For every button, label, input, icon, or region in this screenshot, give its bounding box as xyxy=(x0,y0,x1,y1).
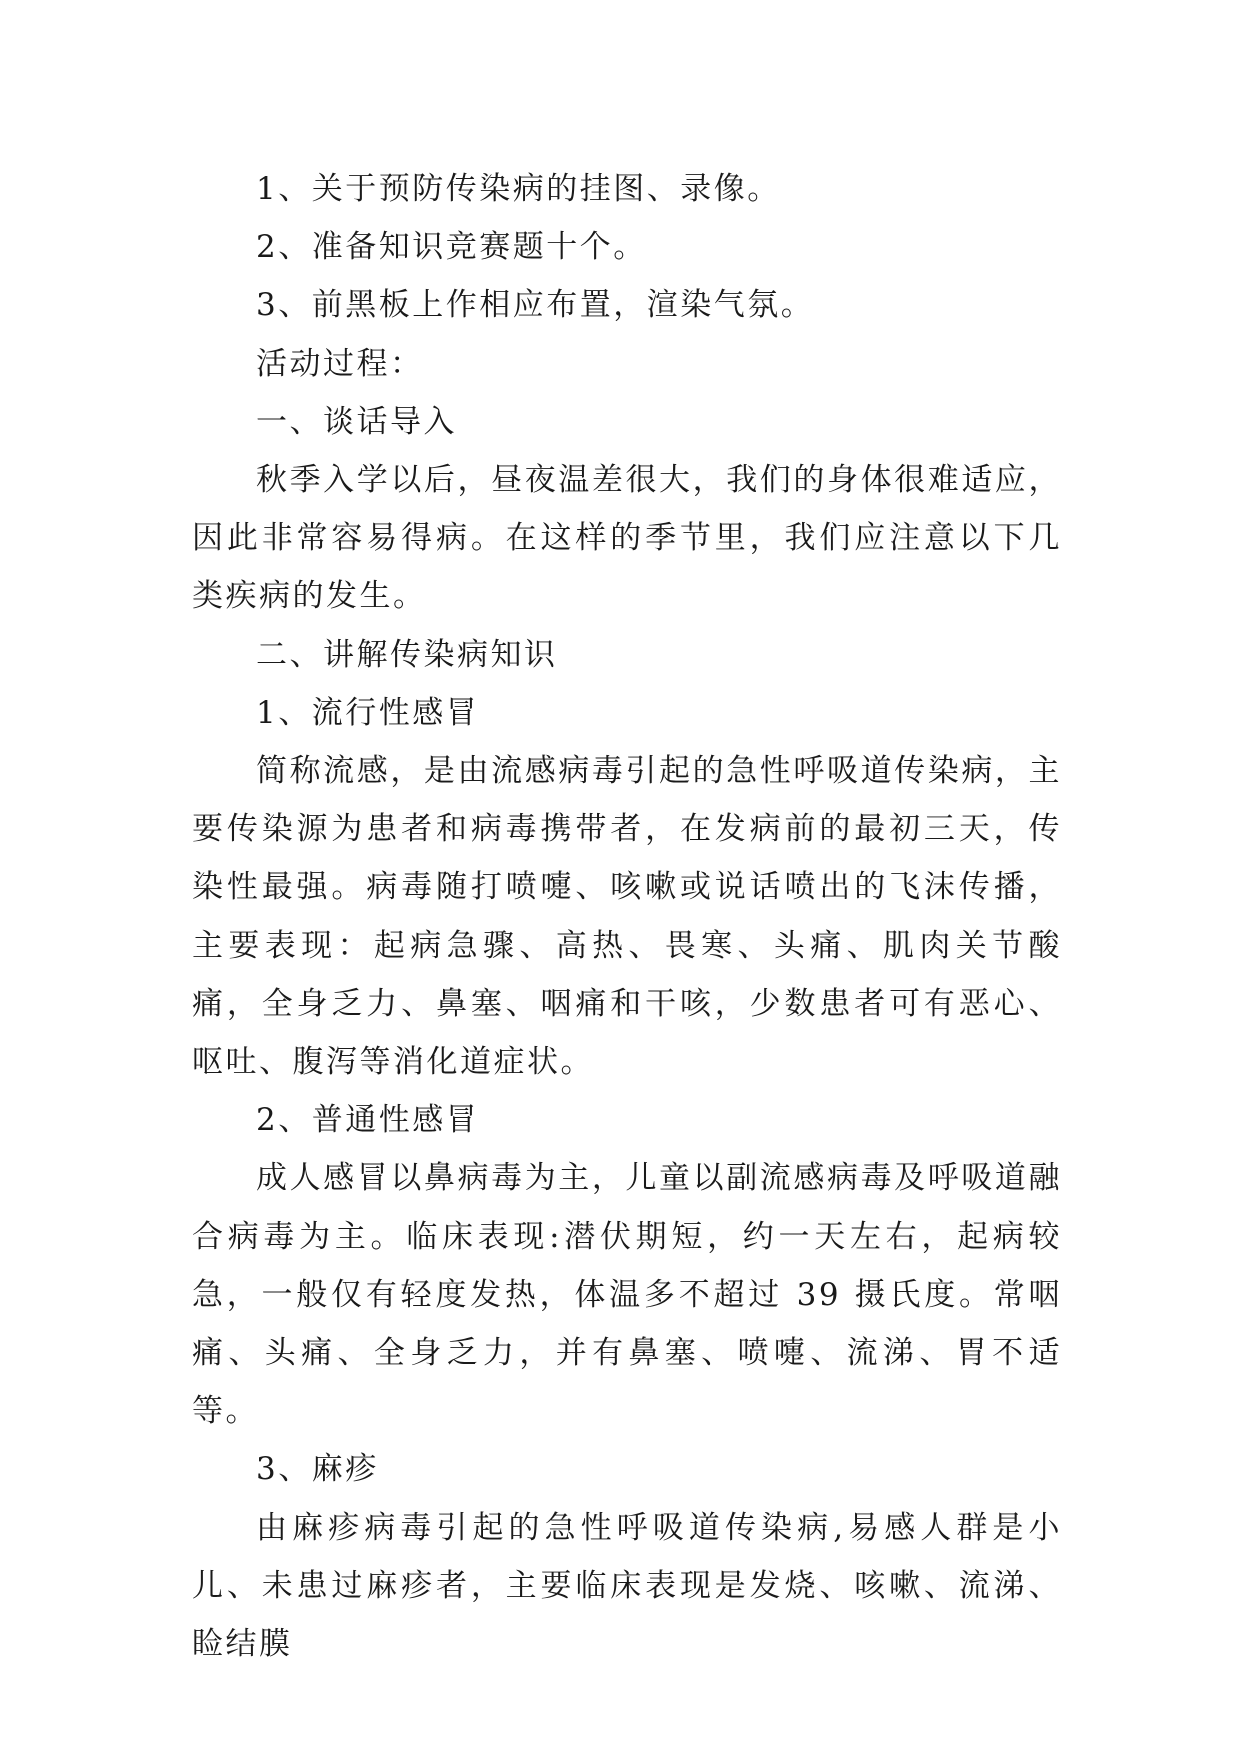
paragraph-introduction: 秋季入学以后，昼夜温差很大，我们的身体很难适应，因此非常容易得病。在这样的季节里，我们应注意以下几类疾病的发生。 xyxy=(192,462,1062,615)
subheading-influenza: 1、流行性感冒 xyxy=(256,694,480,731)
section-heading-disease-knowledge: 二、讲解传染病知识 xyxy=(256,636,558,673)
section-heading-introduction: 一、谈话导入 xyxy=(256,403,457,440)
section-heading-activity-process: 活动过程： xyxy=(256,345,424,382)
paragraph-influenza: 简称流感，是由流感病毒引起的急性呼吸道传染病，主要传染源为患者和病毒携带者，在发病前的最初三天，传染性最强。病毒随打喷嚏、咳嗽或说话喷出的飞沫传播，主要表现：起病急骤、高热、畏寒、头痛、肌肉关节酸痛，全身乏力、鼻塞、咽痛和干咳，少数患者可有恶心、呕吐、腹泻等消化道症状。 xyxy=(192,753,1062,1081)
subheading-common-cold: 2、普通性感冒 xyxy=(256,1102,480,1139)
list-item-quiz-questions: 2、准备知识竞赛题十个。 xyxy=(256,229,647,266)
document-body xyxy=(192,160,1062,1673)
list-item-blackboard: 3、前黑板上作相应布置，渲染气氛。 xyxy=(256,287,815,324)
paragraph-common-cold: 成人感冒以鼻病毒为主，儿童以副流感病毒及呼吸道融合病毒为主。临床表现:潜伏期短，约一天左右，起病较急，一般仅有轻度发热，体温多不超过 39 摄氏度。常咽痛、头痛、全身乏力，并有鼻塞、喷嚏、流涕、胃不适等。 xyxy=(192,1160,1062,1430)
subheading-measles: 3、麻疹 xyxy=(256,1451,379,1488)
list-item-wall-charts: 1、关于预防传染病的挂图、录像。 xyxy=(256,171,781,207)
paragraph-measles: 由麻疹病毒引起的急性呼吸道传染病,易感人群是小儿、未患过麻疹者，主要临床表现是发烧、咳嗽、流涕、睑结膜 xyxy=(192,1509,1062,1663)
